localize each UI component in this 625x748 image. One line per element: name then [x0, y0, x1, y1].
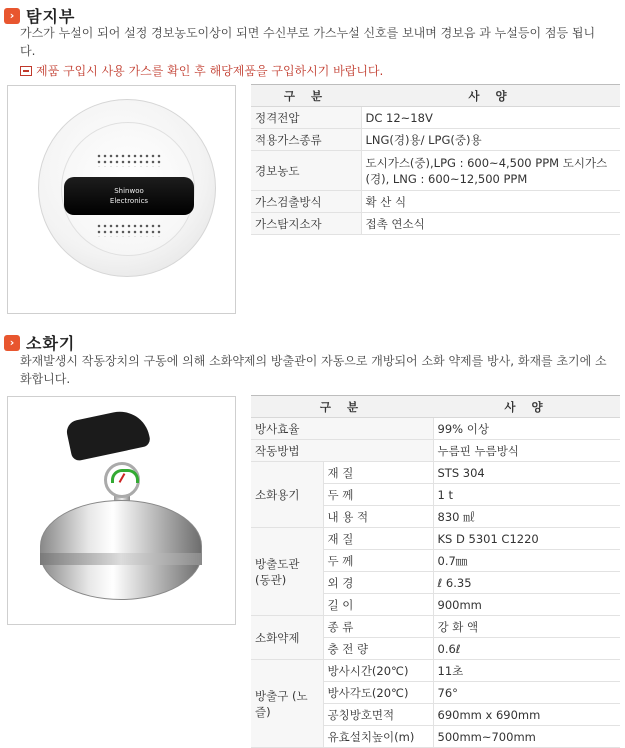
row-value: 500mm~700mm — [433, 726, 620, 748]
group-label: 방출도관 (동관) — [251, 528, 323, 616]
table-row — [251, 191, 620, 213]
row-value: 11초 — [433, 660, 620, 682]
section-header-extinguisher — [4, 331, 75, 354]
table-row — [251, 418, 620, 440]
extinguisher-band — [40, 553, 202, 565]
table-header-row — [251, 85, 620, 107]
table-row — [251, 616, 620, 638]
sub-label: 외 경 — [323, 572, 433, 594]
sub-label: 내 용 적 — [323, 506, 433, 528]
purchase-note — [20, 62, 383, 79]
table-row — [251, 528, 620, 550]
row-label: 가스탐지소자 — [251, 213, 361, 235]
chevron-right-icon: › — [4, 335, 20, 351]
section-title: 탐지부 — [26, 7, 76, 26]
row-value: 강 화 액 — [433, 616, 620, 638]
header-spec: 사 양 — [361, 85, 620, 107]
section-description: 가스가 누설이 되어 설정 경보농도이상이 되면 수신부로 가스누설 신호를 보내며 경보음 과 누설등이 점등 됩니다. — [20, 26, 596, 58]
device-panel — [64, 177, 194, 215]
group-label: 방출구 (노즐) — [251, 660, 323, 748]
table-row — [251, 462, 620, 484]
note-icon — [20, 66, 32, 76]
table-row — [251, 151, 620, 191]
row-value: 도시가스(중),LPG : 600~4,500 PPM 도시가스(경), LNG : 600~12,500 PPM — [361, 151, 620, 191]
table-header-row — [251, 396, 620, 418]
sub-label: 길 이 — [323, 594, 433, 616]
row-value: STS 304 — [433, 462, 620, 484]
header-spec: 사 양 — [433, 396, 620, 418]
row-value: 접촉 연소식 — [361, 213, 620, 235]
section-title: 소화기 — [26, 334, 76, 353]
header-category: 구 분 — [251, 85, 361, 107]
row-value: 누름핀 누름방식 — [433, 440, 620, 462]
row-value: 76° — [433, 682, 620, 704]
table-row — [251, 107, 620, 129]
sub-label: 공칭방호면적 — [323, 704, 433, 726]
row-label: 가스검출방식 — [251, 191, 361, 213]
row-value: DC 12~18V — [361, 107, 620, 129]
sub-label: 두 께 — [323, 484, 433, 506]
row-label: 방사효율 — [251, 418, 433, 440]
sub-label: 충 전 량 — [323, 638, 433, 660]
sub-label: 종 류 — [323, 616, 433, 638]
extinguisher-tank — [40, 500, 202, 600]
table-row — [251, 660, 620, 682]
row-value: 1 t — [433, 484, 620, 506]
row-value: 830 ㎖ — [433, 506, 620, 528]
table-row — [251, 440, 620, 462]
row-value: KS D 5301 C1220 — [433, 528, 620, 550]
row-label: 작동방법 — [251, 440, 433, 462]
sub-label: 재 질 — [323, 462, 433, 484]
sub-label: 유효설치높이(m) — [323, 726, 433, 748]
sub-label: 방사각도(20℃) — [323, 682, 433, 704]
group-label: 소화용기 — [251, 462, 323, 528]
pressure-gauge-icon — [104, 462, 140, 498]
row-label: 정격전압 — [251, 107, 361, 129]
row-value: ℓ 6.35 — [433, 572, 620, 594]
device-brand-line2: Electronics — [109, 197, 149, 205]
sub-label: 두 께 — [323, 550, 433, 572]
extinguisher-spec-table — [251, 395, 620, 748]
row-label: 적용가스종류 — [251, 129, 361, 151]
chevron-right-icon: › — [4, 8, 20, 24]
row-value: 0.6ℓ — [433, 638, 620, 660]
sub-label: 방사시간(20℃) — [323, 660, 433, 682]
table-row — [251, 213, 620, 235]
gas-detector-device — [38, 99, 216, 277]
header-category: 구 분 — [251, 396, 433, 418]
row-label: 경보농도 — [251, 151, 361, 191]
group-label: 소화약제 — [251, 616, 323, 660]
row-value: LNG(경)용/ LPG(중)용 — [361, 129, 620, 151]
section-description: 화재발생시 작동장치의 구동에 의해 소화약제의 방출관이 자동으로 개방되어 소화 약제를 방사, 화재를 초기에 소화합니다. — [20, 354, 607, 386]
row-value: 확 산 식 — [361, 191, 620, 213]
purchase-note-text: 제품 구입시 사용 가스를 확인 후 해당제품을 구입하시기 바랍니다. — [36, 64, 384, 78]
row-value: 0.7㎜ — [433, 550, 620, 572]
sub-label: 재 질 — [323, 528, 433, 550]
row-value: 900mm — [433, 594, 620, 616]
row-value: 690mm x 690mm — [433, 704, 620, 726]
table-row — [251, 129, 620, 151]
row-value: 99% 이상 — [433, 418, 620, 440]
detector-spec-table — [251, 84, 620, 235]
device-brand-line1: Shinwoo — [114, 187, 144, 195]
